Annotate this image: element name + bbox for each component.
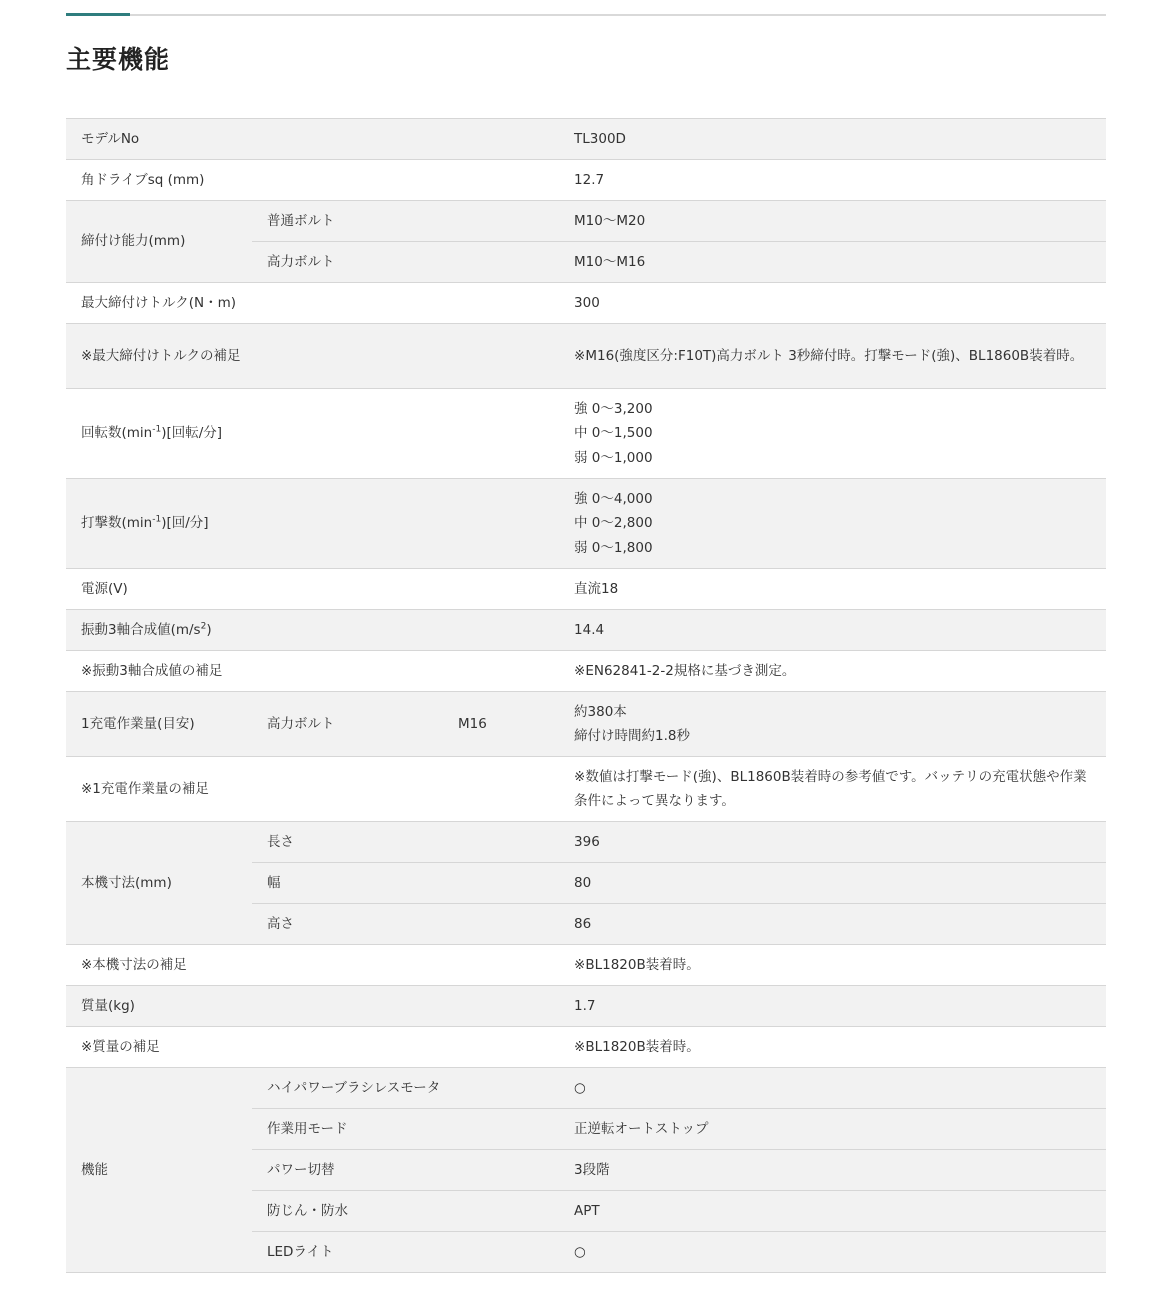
label-superscript: -1 [152, 424, 162, 435]
spec-value: 12.7 [559, 160, 1106, 201]
spec-label: ※1充電作業量の補足 [66, 757, 559, 822]
spec-table [66, 118, 1106, 1273]
spec-value: 396 [559, 822, 1106, 863]
spec-value: M10〜M16 [559, 242, 1106, 283]
spec-value: 3段階 [559, 1150, 1106, 1191]
spec-value [559, 389, 1106, 479]
spec-label [66, 610, 559, 651]
spec-value: ○ [559, 1068, 1106, 1109]
spec-sublabel: 高さ [252, 904, 559, 945]
table-row [66, 610, 1106, 651]
spec-value [559, 479, 1106, 569]
spec-label: 本機寸法(mm) [66, 822, 252, 945]
section-heading: 主要機能 [66, 45, 171, 74]
spec-size: M16 [443, 692, 559, 757]
spec-label: 機能 [66, 1068, 252, 1273]
value-line: 締付け時間約1.8秒 [574, 728, 690, 744]
label-text: ) [206, 621, 212, 638]
spec-label: ※最大締付けトルクの補足 [66, 324, 559, 389]
label-superscript: 2 [200, 621, 207, 632]
spec-label: 締付け能力(mm) [66, 201, 252, 283]
spec-label: 質量(kg) [66, 986, 559, 1027]
spec-sublabel: 防じん・防水 [252, 1191, 559, 1232]
spec-value: 80 [559, 863, 1106, 904]
spec-label: 電源(V) [66, 569, 559, 610]
table-row [66, 201, 1106, 242]
spec-sublabel: 普通ボルト [252, 201, 559, 242]
spec-sublabel: 幅 [252, 863, 559, 904]
table-row [66, 945, 1106, 986]
spec-label: モデルNo [66, 119, 559, 160]
table-row [66, 822, 1106, 863]
value-line: 約380本 [574, 703, 627, 720]
table-row [66, 569, 1106, 610]
spec-value: 直流18 [559, 569, 1106, 610]
spec-sublabel: 高力ボルト [252, 692, 443, 757]
spec-value: ※数値は打撃モード(強)、BL1860B装着時の参考値です。バッテリの充電状態や作業条件によって異なります。 [559, 757, 1106, 822]
table-row [66, 324, 1106, 389]
spec-value: ※BL1820B装着時。 [559, 1027, 1106, 1068]
spec-value: ※BL1820B装着時。 [559, 945, 1106, 986]
value-line: 弱 0〜1,800 [574, 539, 653, 556]
spec-label: ※振動3軸合成値の補足 [66, 651, 559, 692]
table-row [66, 160, 1106, 201]
spec-value: TL300D [559, 119, 1106, 160]
table-row [66, 651, 1106, 692]
table-row [66, 119, 1106, 160]
table-row [66, 1068, 1106, 1109]
tab-underline [66, 14, 1106, 16]
label-text: )[回/分] [161, 515, 209, 532]
value-line: 中 0〜2,800 [574, 515, 653, 532]
spec-value: ※M16(強度区分:F10T)高力ボルト 3秒締付時。打撃モード(強)、BL1860B装着時。 [559, 324, 1106, 389]
spec-label [66, 389, 559, 479]
spec-label: 1充電作業量(目安) [66, 692, 252, 757]
value-line: 弱 0〜1,000 [574, 449, 653, 466]
spec-label: ※質量の補足 [66, 1027, 559, 1068]
spec-sublabel: LEDライト [252, 1232, 559, 1273]
spec-value: ○ [559, 1232, 1106, 1273]
table-row [66, 1027, 1106, 1068]
spec-value: APT [559, 1191, 1106, 1232]
spec-label: ※本機寸法の補足 [66, 945, 559, 986]
spec-value: 86 [559, 904, 1106, 945]
label-text: )[回転/分] [161, 425, 223, 442]
table-row [66, 283, 1106, 324]
spec-label: 角ドライブsq (mm) [66, 160, 559, 201]
spec-value: 300 [559, 283, 1106, 324]
spec-sublabel: 高力ボルト [252, 242, 559, 283]
label-superscript: -1 [152, 514, 162, 525]
table-row [66, 389, 1106, 479]
spec-value: 正逆転オートストップ [559, 1109, 1106, 1150]
spec-value: 1.7 [559, 986, 1106, 1027]
spec-sublabel: 作業用モード [252, 1109, 559, 1150]
spec-sublabel: パワー切替 [252, 1150, 559, 1191]
spec-sublabel: 長さ [252, 822, 559, 863]
active-tab-indicator [66, 13, 130, 16]
value-line: 強 0〜3,200 [574, 400, 653, 417]
spec-sublabel: ハイパワーブラシレスモータ [252, 1068, 559, 1109]
label-text: 打撃数(min [81, 515, 153, 532]
spec-value: M10〜M20 [559, 201, 1106, 242]
table-row [66, 692, 1106, 757]
label-text: 回転数(min [81, 425, 153, 442]
spec-value: ※EN62841-2-2規格に基づき測定。 [559, 651, 1106, 692]
table-row [66, 986, 1106, 1027]
spec-label [66, 479, 559, 569]
value-line: 強 0〜4,000 [574, 490, 653, 507]
spec-value [559, 692, 1106, 757]
table-row [66, 757, 1106, 822]
spec-value: 14.4 [559, 610, 1106, 651]
table-row [66, 479, 1106, 569]
spec-label: 最大締付けトルク(N・m) [66, 283, 559, 324]
label-text: 振動3軸合成値(m/s [81, 621, 201, 638]
value-line: 中 0〜1,500 [574, 425, 653, 442]
